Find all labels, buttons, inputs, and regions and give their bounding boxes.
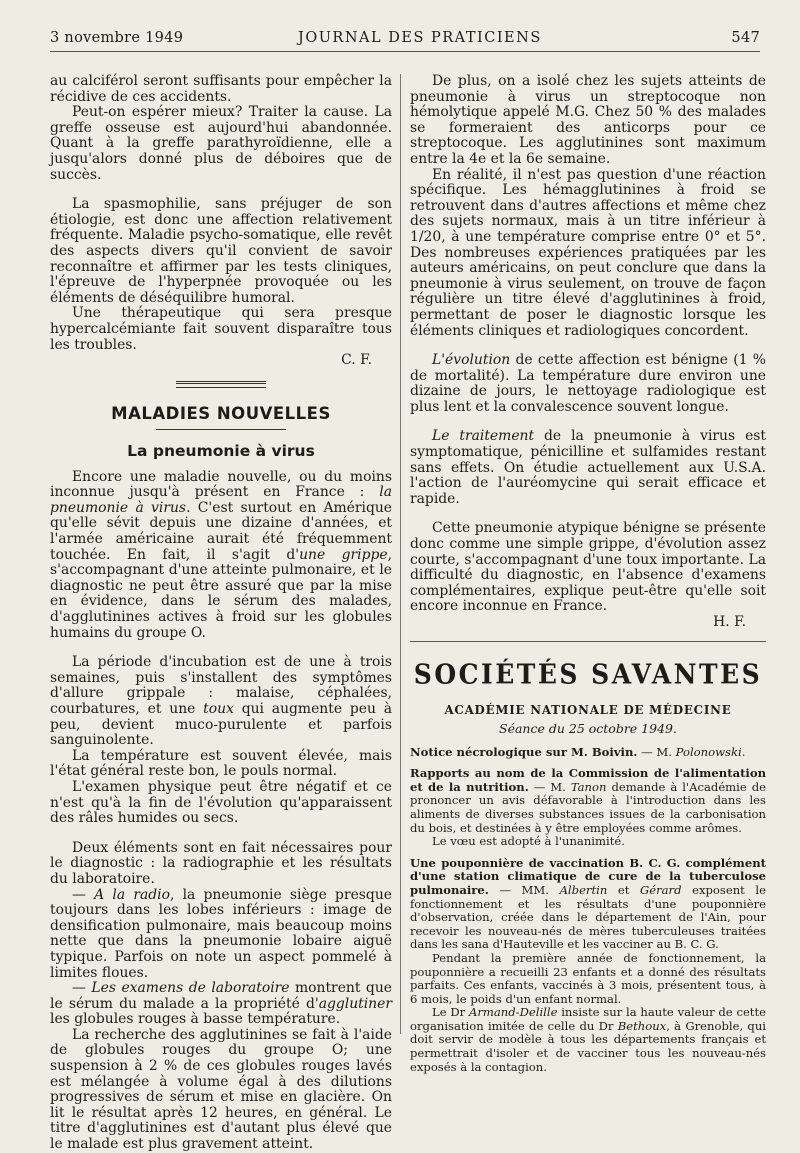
article-title: La pneumonie à virus — [127, 441, 315, 460]
paragraph: — A la radio, la pneumonie siège presque toujours dans les lobes inférieurs : image de densification pulmonaire, mais beaucoup moins nette que dans la pneumonie lobaire aiguë typique. Parfois on note un aspect pommelé à limites floues. — [50, 886, 392, 981]
paragraph: Cette pneumonie atypique bénigne se présente donc comme une simple grippe, d'évolution assez courte, s'accompagnant d'une toux importante. La difficulté du diagnostic, en l'absence d'examens complémentaires, explique peut-être qu'elle soit encore inconnue en France. — [410, 520, 766, 615]
paragraph: La période d'incubation est de une à trois semaines, puis s'installent des symptômes d'allure grippale : malaise, céphalées, courbatures, et une toux qui augmente peu à peu, devient muco-purulente et parfois sanguinolente. — [50, 654, 393, 749]
section-title: MALADIES NOUVELLES — [111, 403, 331, 423]
paragraph: Le traitement de la pneumonie à virus est symptomatique, pénicilline et sulfamides restant sans effets. On étudie actuellement aux U.S.A. l'action de l'auréomycine qui serait efficace et rapide. — [410, 428, 767, 507]
paragraph: au calciférol seront suffisants pour empêcher la récidive de ces accidents. — [50, 73, 392, 105]
paragraph: Encore une maladie nouvelle, ou du moins inconnue jusqu'à présent en France : la pneumonie à virus. C'est surtout en Amérique qu'elle sévit depuis une dizaine d'années, et l'armée américaine aurait été fréquemment touchée. En fait, il s'agit d'une grippe, s'accompagnant d'une atteinte pulmonaire, et le diagnostic ne peut être assuré que par la mise en évidence, dans le sérum des malades, d'agglutinines actives à froid sur les globules humains du groupe O. — [50, 468, 393, 641]
section-ornament — [176, 381, 266, 388]
paragraph: Pendant la première année de fonctionnement, la pouponnière a recueilli 23 enfants et a donné des résultats parfaits. Ces enfants, vaccinés à 3 mois, présentent tous, à 6 mois, le poids d'un enfant normal. — [410, 950, 766, 1006]
proceedings — [410, 746, 766, 1075]
paragraph: Deux éléments sont en fait nécessaires pour le diagnostic : la radiographie et les résultats du laboratoire. — [50, 839, 392, 887]
notice-item: Notice nécrologique sur M. Boivin. — M. Polonowski. — [410, 744, 746, 759]
paragraph: Le vœu est adopté à l'unanimité. — [432, 834, 625, 849]
column-divider — [400, 74, 401, 1034]
paragraph: La spasmophilie, sans préjuger de son étiologie, est donc une affection relativement fréquente. Maladie psycho-somatique, elle revêt des aspects divers qu'il convient de savoir reconnaître et affirmer par les tests cliniques, l'épreuve de l'hyperpnée provoquée ou les éléments de déséquilibre humoral. — [50, 196, 392, 306]
journal-title: JOURNAL DES PRATICIENS — [298, 30, 542, 46]
issue-date: 3 novembre 1949 — [50, 30, 184, 46]
report-item: Une pouponnière de vaccination B. C. G. complément d'une station climatique de cure de la tuberculose pulmonaire. — MM. Albertin et Gérard exposent le fonctionnement et les résultats d'une pouponnière d'observation, créée dans le département de l'Ain, pour recevoir les nouveau-nés de mères tuberculeuses traitées dans les sana d'Hauteville et les vacciner au B. C. G. — [410, 855, 766, 952]
paragraph: La température est souvent élevée, mais l'état général reste bon, le pouls normal. — [50, 747, 392, 780]
paragraph: De plus, on a isolé chez les sujets atteints de pneumonie à virus un streptocoque non hémolytique appelé M.G. Chez 50 % des malades se formeraient des anticorps pour ce streptocoque. Les agglutinines sont maximum entre la 4e et la 6e semaine. — [410, 73, 766, 167]
paragraph: Le Dr Armand-Delille insiste sur la haute valeur de cette organisation imitée de celle du Dr Bethoux, à Grenoble, qui doit servir de modèle à tous les départements français et permettrait d'isoler et de vacciner tous les nouveau-nés exposés à la contagion. — [410, 1005, 766, 1074]
running-head — [50, 30, 760, 50]
page-number: 547 — [731, 30, 760, 46]
author-signature: H. F. — [713, 614, 746, 630]
author-signature: C. F. — [341, 352, 372, 369]
banner-rule — [410, 641, 766, 642]
paragraph: L'évolution de cette affection est bénigne (1 % de mortalité). La température dure environ une dizaine de jours, le nettoyage radiologique est plus lent et la convalescence souvent longue. — [410, 352, 766, 415]
paragraph: En réalité, il n'est pas question d'une réaction spécifique. Les hémagglutinines à froid se retrouvent dans d'autres affections et même chez des sujets normaux, mais à un titre inférieur à 1/20, à une température comprise entre 0° et 5°. Des nombreuses expériences pratiquées par les auteurs américains, on peut conclure que dans la pneumonie à virus seulement, on trouve de façon régulière un titre élevé d'agglutinines à froid, permettant de poser le diagnostic lorsque les éléments cliniques et radiologiques concordent. — [410, 166, 766, 339]
banner-title: SOCIÉTÉS SAVANTES — [413, 658, 763, 690]
left-column — [50, 74, 392, 1153]
paragraph: L'examen physique peut être négatif et ce n'est qu'à la fin de l'évolution qu'apparaissent des râles humides ou secs. — [50, 778, 392, 827]
paragraph: La recherche des agglutinines se fait à l'aide de globules rouges du groupe O; une suspension à 2 % de ces globules rouges lavés est mélangée à volume égal à des dilutions progressives de sérum et mise en glacière. On lit le résultat après 12 heures, en général. Le titre d'agglutinines est d'autant plus élevé que le malade est plus gravement atteint. — [50, 1026, 392, 1153]
header-rule — [50, 51, 760, 52]
session-date: Séance du 25 octobre 1949. — [499, 720, 677, 736]
paragraph: — Les examens de laboratoire montrent que le sérum du malade a la propriété d'agglutiner les globules rouges à basse température. — [50, 980, 392, 1028]
right-column — [410, 74, 766, 1074]
academy-heading: ACADÉMIE NATIONALE DE MÉDECINE — [444, 702, 732, 717]
paragraph: Peut-on espérer mieux? Traiter la cause. La greffe osseuse est aujourd'hui abandonnée. Quant à la greffe parathyroïdienne, elle a jusqu'alors donné plus de déboires que de succès. — [50, 104, 392, 183]
report-item: Rapports au nom de la Commission de l'alimentation et de la nutrition. — M. Tanon demande à l'Académie de prononcer un avis défavorable à l'introduction dans les aliments de diverses substances issues de la carbonisation du bois, et destinées à y être employées comme arômes. — [410, 766, 766, 835]
title-rule — [156, 429, 286, 430]
paragraph: Une thérapeutique qui sera presque hypercalcémiante fait souvent disparaître tous les troubles. — [50, 305, 392, 353]
